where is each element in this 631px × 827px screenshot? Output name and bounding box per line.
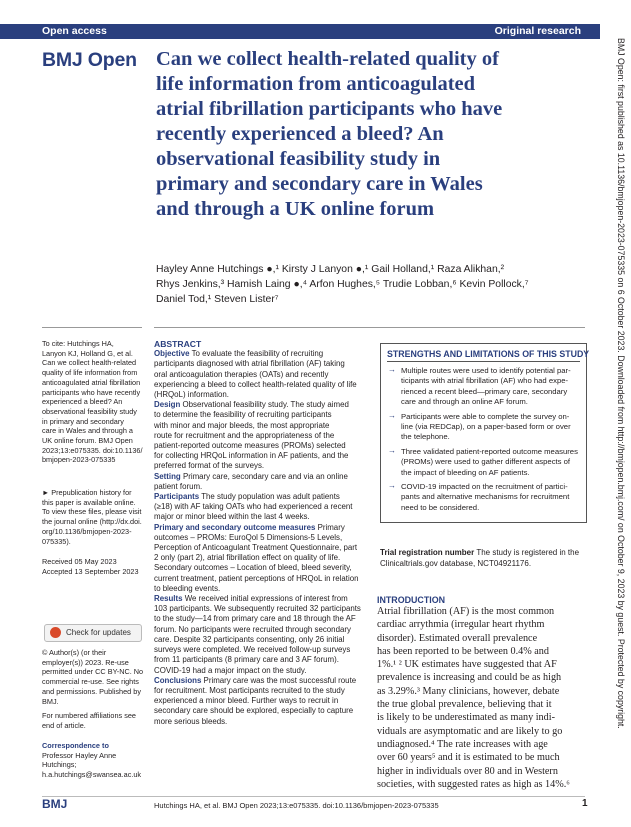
footer-citation: Hutchings HA, et al. BMJ Open 2023;13:e075335. doi:10.1136/bmjopen-2023-075335 — [154, 801, 439, 810]
cite-line: UK online forum. BMJ Open — [42, 436, 133, 446]
abstract-line — [154, 410, 368, 420]
abstract-line — [154, 359, 368, 369]
abstract-text: We received initial expressions of interest from — [182, 594, 348, 604]
abstract-line — [154, 349, 368, 359]
abstract-text: to bleeding events. — [154, 583, 221, 593]
strengths-heading: STRENGTHS AND LIMITATIONS OF THIS STUDY — [387, 349, 590, 359]
strengths-limitations-box — [380, 343, 590, 523]
abstract-text: outcomes – PROMs: EuroQol 5 Dimensions-5 Levels, — [154, 532, 343, 542]
main-divider — [154, 327, 585, 328]
title-line: atrial fibrillation participants who have — [156, 98, 503, 120]
title-line: observational feasibility study in — [156, 148, 441, 170]
prepub-line[interactable]: the journal online (http://dx.doi. — [42, 517, 142, 527]
strength-bullet — [401, 366, 571, 408]
bullet-line: need to be considered. — [401, 502, 480, 512]
abstract-line — [154, 676, 368, 686]
cite-line: Lanyon KJ, Holland G, et al. — [42, 348, 133, 358]
abstract-text: patient-reported outcome measures (PROMs) selected — [154, 441, 346, 451]
arrow-bullet-icon: → — [388, 481, 396, 490]
copyright-line: commercial re-use. See rights — [42, 677, 139, 687]
title-line: recently experienced a bleed? An — [156, 123, 444, 145]
title-line: Can we collect health-related quality of — [156, 48, 499, 70]
intro-line: over 60 years⁵ and it is estimated to be much — [377, 752, 560, 764]
intro-line: as 3.29%.³ Many clinicians, however, debate — [377, 685, 560, 697]
strength-bullet — [401, 482, 569, 513]
section-label: Original research — [494, 25, 581, 37]
copyright-line: employer(s)) 2023. Re-use — [42, 657, 129, 667]
abstract-line — [154, 502, 368, 512]
bmj-footer-logo: BMJ — [42, 797, 68, 811]
correspondence-email[interactable]: h.a.hutchings@swansea.ac.uk — [42, 770, 142, 780]
correspondence-label: Correspondence to — [42, 741, 109, 750]
author-line[interactable]: Daniel Tod,¹ Steven Lister⁷ — [156, 294, 279, 305]
abstract-text: route for recruitment and the appropriateness of the — [154, 430, 335, 440]
introduction-body — [377, 605, 585, 791]
abstract-text: more serious bleeds. — [154, 716, 228, 726]
cite-line: observational feasibility study — [42, 406, 137, 416]
bullet-line: pants and alternative mechanisms for recruitment — [401, 492, 570, 502]
abstract-line — [154, 574, 368, 584]
abstract-label: Objective — [154, 349, 190, 359]
bullet-line: Participants were able to complete the survey on- — [401, 411, 570, 421]
abstract-text: Observational feasibility study. The study aimed — [180, 400, 349, 410]
affiliations-note — [42, 711, 142, 730]
copyright-block — [42, 648, 142, 706]
abstract-line — [154, 604, 368, 614]
trial-registration — [380, 548, 590, 569]
citation-block — [42, 339, 142, 465]
sidebar-divider — [42, 327, 142, 328]
abstract-line — [154, 390, 368, 400]
cite-line: quality of life information from — [42, 368, 138, 378]
author-line[interactable]: Rhys Jenkins,³ Hamish Laing ●,⁴ Arfon Hughes,⁵ Trudie Lobban,⁶ Kevin Pollock,⁷ — [156, 279, 529, 290]
abstract-line — [154, 461, 368, 471]
footer-divider — [42, 796, 585, 797]
cite-line: To cite: Hutchings HA, — [42, 339, 114, 348]
author-list — [156, 262, 596, 307]
abstract-label: Primary and secondary outcome measures — [154, 522, 316, 532]
abstract-line — [154, 635, 368, 645]
abstract-line — [154, 533, 368, 543]
prepub-line: ► Prepublication history for — [42, 488, 132, 497]
abstract-text: from 11 participants (8 primary care and 3 AF forum). — [154, 655, 339, 665]
title-line: life information from anticoagulated — [156, 73, 476, 95]
abstract-line — [154, 594, 368, 604]
abstract-body — [154, 349, 368, 727]
prepub-block — [42, 488, 142, 546]
abstract-text: for recruitment. Most participants recruited to the study — [154, 685, 345, 695]
abstract-line — [154, 655, 368, 665]
abstract-line — [154, 421, 368, 431]
arrow-bullet-icon: → — [388, 365, 396, 374]
cite-line: in primary and secondary — [42, 416, 124, 426]
cite-line: anticoagulated atrial fibrillation — [42, 377, 141, 387]
copyright-line: permitted under CC BY-NC. No — [42, 667, 144, 677]
abstract-text: participants diagnosed with atrial fibrillation (AF) taking — [154, 359, 345, 369]
cite-line: Can we collect health-related — [42, 358, 137, 368]
abstract-text: current treatment, patient perceptions of HRQoL in relation — [154, 573, 359, 583]
copyright-line: BMJ. — [42, 696, 59, 706]
abstract-text: The study population was adult patients — [199, 492, 340, 502]
cite-line: bmjopen-2023-075335 — [42, 455, 116, 465]
cite-line: experienced a bleed? An — [42, 397, 123, 407]
arrow-bullet-icon: → — [388, 445, 396, 455]
abstract-line — [154, 441, 368, 451]
abstract-line — [154, 451, 368, 461]
intro-line: higher in individuals over 80 and in Western — [377, 765, 558, 777]
abstract-text: experiencing a bleed to collect health-related quality of life — [154, 379, 357, 389]
prepub-line: this paper is available online. — [42, 497, 136, 507]
intro-line: is likely to be underestimated as many indi- — [377, 712, 555, 724]
abstract-text: To evaluate the feasibility of recruiting — [189, 349, 324, 359]
abstract-line — [154, 523, 368, 533]
bullet-line: ticipants with atrial fibrillation (AF) who had expe- — [401, 376, 569, 386]
abstract-text: Perception of Anticoagulant Treatment Questionnaire, part — [154, 543, 358, 553]
abstract-text: COVID-19 had a major impact on the study. — [154, 665, 307, 675]
abstract-label: Results — [154, 594, 183, 604]
abstract-text: (≥18) with AF taking OATs who had experienced a recent — [154, 502, 353, 512]
crossmark-icon — [50, 627, 61, 638]
vertical-copyright-note — [612, 38, 627, 798]
arrow-bullet-icon: → — [388, 410, 396, 420]
cite-line: 2023;13:e075335. doi:10.1136/ — [42, 445, 143, 455]
check-for-updates-button[interactable] — [44, 624, 142, 642]
vertical-note-text: BMJ Open: first published as 10.1136/bmjopen-2023-075335 on 6 October 2023. Downloaded from http://bmjopen.bmj.com/ on October 9, 2023 by guest. Protected by copyright. — [616, 38, 626, 729]
abstract-text: to the study—14 from primary care and 18 through the AF — [154, 614, 356, 624]
intro-line: has been reported to be between 0.4% and — [377, 645, 549, 657]
box-divider — [387, 361, 580, 362]
check-updates-label: Check for updates — [66, 628, 131, 637]
abstract-text: secondary care should be explored, especially to capture — [154, 706, 354, 716]
abstract-text: forum. No participants were recruited through secondary — [154, 624, 351, 634]
bullet-line: the telephone. — [401, 432, 450, 442]
abstract-line — [154, 584, 368, 594]
bullet-line: COVID-19 impacted on the recruitment of partici- — [401, 482, 568, 491]
bullet-line: Multiple routes were used to identify potential par- — [401, 366, 571, 375]
affil-line: end of article. — [42, 720, 86, 730]
abstract-text: experienced a minor bleed. Further ways to recruit in — [154, 696, 339, 706]
title-line: and through a UK online forum — [156, 198, 435, 220]
journal-logo: BMJ Open — [42, 49, 137, 71]
intro-line: societies, with suggested rates as high as 14%.⁶ — [377, 778, 570, 790]
abstract-text: major or minor bleed within the last 4 weeks. — [154, 512, 310, 522]
abstract-heading: ABSTRACT — [154, 339, 202, 349]
abstract-line — [154, 472, 368, 482]
abstract-line — [154, 370, 368, 380]
abstract-text: Primary — [315, 522, 345, 532]
abstract-line — [154, 686, 368, 696]
abstract-line — [154, 696, 368, 706]
abstract-line — [154, 400, 368, 410]
abstract-line — [154, 482, 368, 492]
abstract-line — [154, 380, 368, 390]
abstract-text: Primary care, secondary care and via an online — [180, 471, 348, 481]
abstract-text: with minor and major bleeds, the most appropriate — [154, 420, 330, 430]
intro-line: viduals are asymptomatic and are likely to go — [377, 725, 563, 737]
abstract-text: care. Despite 32 participants consenting, only 26 initial — [154, 634, 345, 644]
abstract-line — [154, 563, 368, 573]
prepub-line[interactable]: org/10.1136/bmjopen-2023- — [42, 526, 132, 536]
abstract — [154, 339, 368, 727]
accepted-date: Accepted 13 September 2023 — [42, 566, 139, 576]
abstract-line — [154, 512, 368, 522]
open-access-label: Open access — [42, 25, 107, 37]
correspondence-line: Hutchings; — [42, 760, 77, 770]
intro-line: disorder). Estimated overall prevalence — [377, 632, 538, 644]
abstract-text: surveys were completed. We received follow-up surveys — [154, 645, 351, 655]
abstract-line — [154, 543, 368, 553]
received-date: Received 05 May 2023 — [42, 557, 117, 566]
bullet-line: line (via REDCap), on a paper-based form or over — [401, 422, 571, 431]
affil-line: For numbered affiliations see — [42, 711, 136, 720]
abstract-label: Design — [154, 400, 181, 410]
correspondence-block — [42, 741, 142, 780]
abstract-text: preferred format of the surveys. — [154, 461, 265, 471]
intro-line: undiagnosed.⁴ The rate increases with age — [377, 738, 548, 750]
bullet-line: rienced a recent bleed—primary care, secondary — [401, 386, 568, 396]
abstract-line — [154, 666, 368, 676]
prepub-line: To view these files, please visit — [42, 507, 142, 517]
abstract-line — [154, 431, 368, 441]
abstract-line — [154, 706, 368, 716]
abstract-text: Primary care was the most successful route — [201, 675, 357, 685]
top-banner — [0, 24, 600, 39]
title-line: primary and secondary care in Wales — [156, 173, 483, 195]
cite-line: care in Wales and through a — [42, 426, 133, 436]
abstract-text: for collecting HRQoL information in AF patients, and the — [154, 451, 349, 461]
abstract-label: Setting — [154, 471, 181, 481]
prepub-line: 075335). — [42, 536, 71, 546]
abstract-text: 103 participants. We subsequently recruited 32 participants — [154, 604, 361, 614]
abstract-text: Secondary outcomes – Location of bleed, bleed severity, — [154, 563, 352, 573]
abstract-line — [154, 553, 368, 563]
abstract-line — [154, 614, 368, 624]
trial-text-2: Clinicaltrials.gov database, NCT04921176. — [380, 558, 532, 568]
abstract-text: to determine the feasibility of recruiting participants — [154, 410, 332, 420]
abstract-line — [154, 645, 368, 655]
intro-line: Atrial fibrillation (AF) is the most common — [377, 606, 555, 617]
strength-bullet — [401, 447, 578, 478]
bullet-line: the impact of bleeding on AF patients. — [401, 467, 530, 477]
introduction-heading: INTRODUCTION — [377, 595, 446, 605]
intro-line: cardiac arrythmia (irregular heart rhythm — [377, 619, 545, 631]
abstract-line — [154, 717, 368, 727]
abstract-label: Conclusions — [154, 675, 202, 685]
bullet-line: Three validated patient-reported outcome measures — [401, 446, 578, 456]
strength-bullet — [401, 412, 571, 443]
bullet-line: care and through an online AF forum. — [401, 397, 528, 407]
trial-label: Trial registration number — [380, 548, 475, 557]
copyright-line: and permissions. Published by — [42, 686, 141, 696]
bullet-line: (PROMs) were used to gather different aspects of — [401, 457, 571, 467]
abstract-text: oral anticoagulation therapies (OATs) and recently — [154, 369, 329, 379]
copyright-line: © Author(s) (or their — [42, 648, 107, 657]
author-line[interactable]: Hayley Anne Hutchings ●,¹ Kirsty J Lanyon ●,¹ Gail Holland,¹ Raza Alikhan,² — [156, 264, 505, 275]
trial-text: The study is registered in the — [474, 548, 580, 557]
abstract-text: patient forum. — [154, 481, 203, 491]
intro-line: 1%.¹ ² UK estimates have suggested that AF — [377, 659, 557, 671]
dates-block — [42, 557, 142, 576]
abstract-line — [154, 492, 368, 502]
page-number: 1 — [582, 798, 588, 809]
abstract-text: (HRQoL) information. — [154, 390, 229, 400]
intro-line: prevalence is increasing and could be as high — [377, 672, 562, 684]
abstract-text: 2 only (part 2), atrial fibrillation effect on quality of life. — [154, 553, 341, 563]
cite-line: participants who have recently — [42, 387, 141, 397]
abstract-label: Participants — [154, 492, 200, 502]
intro-line: the true global prevalence, believing that it — [377, 699, 552, 711]
correspondence-line: Professor Hayley Anne — [42, 750, 117, 760]
abstract-line — [154, 625, 368, 635]
article-title — [156, 47, 596, 222]
